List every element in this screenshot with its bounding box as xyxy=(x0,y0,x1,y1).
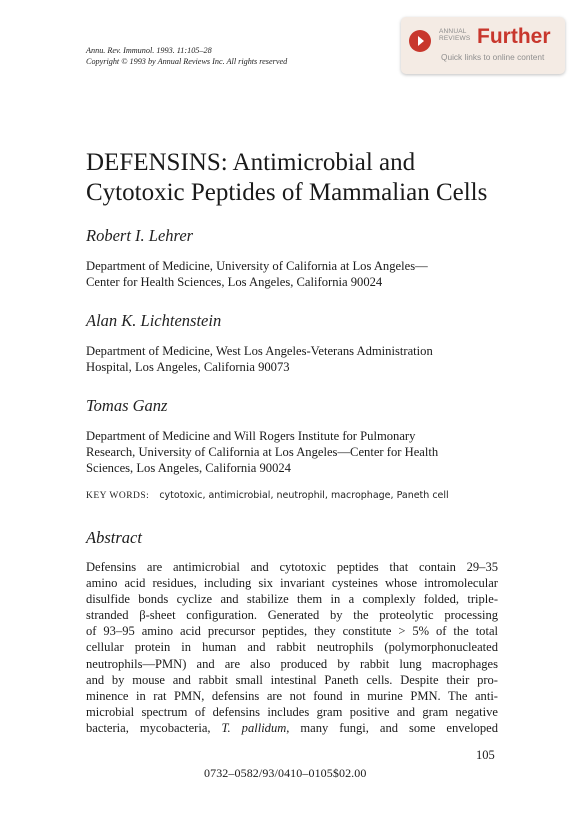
abstract-line: disulfide bonds cyclize and stabilize them in a complexly folded, triple- xyxy=(86,592,498,607)
abstract-line: stranded β-sheet configuration. Generated by the proteolytic processing xyxy=(86,608,498,623)
journal-citation xyxy=(86,45,287,67)
title-line-1: DEFENSINS: Antimicrobial and xyxy=(86,149,416,176)
citation-line-1: Annu. Rev. Immunol. 1993. 11:105–28 xyxy=(86,46,212,55)
author-name: Tomas Ganz xyxy=(86,396,168,415)
author-affiliation xyxy=(86,258,506,290)
author-name: Alan K. Lichtenstein xyxy=(86,311,222,330)
title-line-2: Cytotoxic Peptides of Mammalian Cells xyxy=(86,179,488,206)
affiliation-line: Department of Medicine, West Los Angeles-Veterans Administration xyxy=(86,344,433,358)
abstract-line: microbial spectrum of defensins includes gram positive and gram negative xyxy=(86,704,498,719)
citation-line-2: Copyright © 1993 by Annual Reviews Inc. All rights reserved xyxy=(86,57,288,66)
author-affiliation xyxy=(86,343,506,375)
affiliation-line: Department of Medicine, University of California at Los Angeles— xyxy=(86,259,428,273)
article-title xyxy=(86,148,516,208)
banner-reviews-text: REVIEWS xyxy=(439,35,471,42)
abstract-heading: Abstract xyxy=(86,528,142,547)
page-number: 105 xyxy=(476,748,495,762)
abstract-line: and by mouse and rabbit small intestinal Paneth cells. Despite their pro- xyxy=(86,672,498,687)
banner-brand xyxy=(439,28,473,42)
affiliation-line: Center for Health Sciences, Los Angeles, California 90024 xyxy=(86,275,383,290)
abstract-line: bacteria, mycobacteria, T. pallidum, many fungi, and some enveloped xyxy=(86,720,498,735)
annual-reviews-logo-icon xyxy=(409,30,431,52)
abstract-line: Defensins are antimicrobial and cytotoxic peptides that contain 29–35 xyxy=(86,560,498,574)
species-name: T. pallidum xyxy=(221,720,287,735)
affiliation-line: Sciences, Los Angeles, California 90024 xyxy=(86,461,291,476)
affiliation-line: Research, University of California at Los Angeles—Center for Health xyxy=(86,445,439,460)
footer-code: 0732–0582/93/0410–0105$02.00 xyxy=(204,766,367,780)
banner-further-text[interactable]: Further xyxy=(477,25,551,48)
abstract-line: of 93–95 amino acid precursor peptides, they constitute > 5% of the total xyxy=(86,624,498,639)
keywords xyxy=(86,490,449,501)
author-affiliation xyxy=(86,428,506,477)
abstract-line: cellular protein in human and rabbit neutrophils (polymorphonucleated xyxy=(86,640,498,655)
affiliation-line: Hospital, Los Angeles, California 90073 xyxy=(86,360,290,375)
author-name: Robert I. Lehrer xyxy=(86,226,194,245)
keywords-text: cytotoxic, antimicrobial, neutrophil, macrophage, Paneth cell xyxy=(159,490,449,501)
abstract-line: minence in rat PMN, defensins are not found in murine PMN. The anti- xyxy=(86,688,498,703)
banner-annual-text: ANNUAL xyxy=(439,28,467,35)
abstract-body xyxy=(86,559,498,736)
keywords-label: KEY WORDS: xyxy=(86,491,150,501)
further-banner[interactable] xyxy=(401,17,565,74)
banner-tagline[interactable]: Quick links to online content xyxy=(441,52,545,62)
abstract-line: neutrophils—PMN) and are also produced by rabbit lung macrophages xyxy=(86,656,498,671)
abstract-line: amino acid residues, including six invariant cysteines whose intromolecular xyxy=(86,576,498,591)
affiliation-line: Department of Medicine and Will Rogers Institute for Pulmonary xyxy=(86,429,416,443)
